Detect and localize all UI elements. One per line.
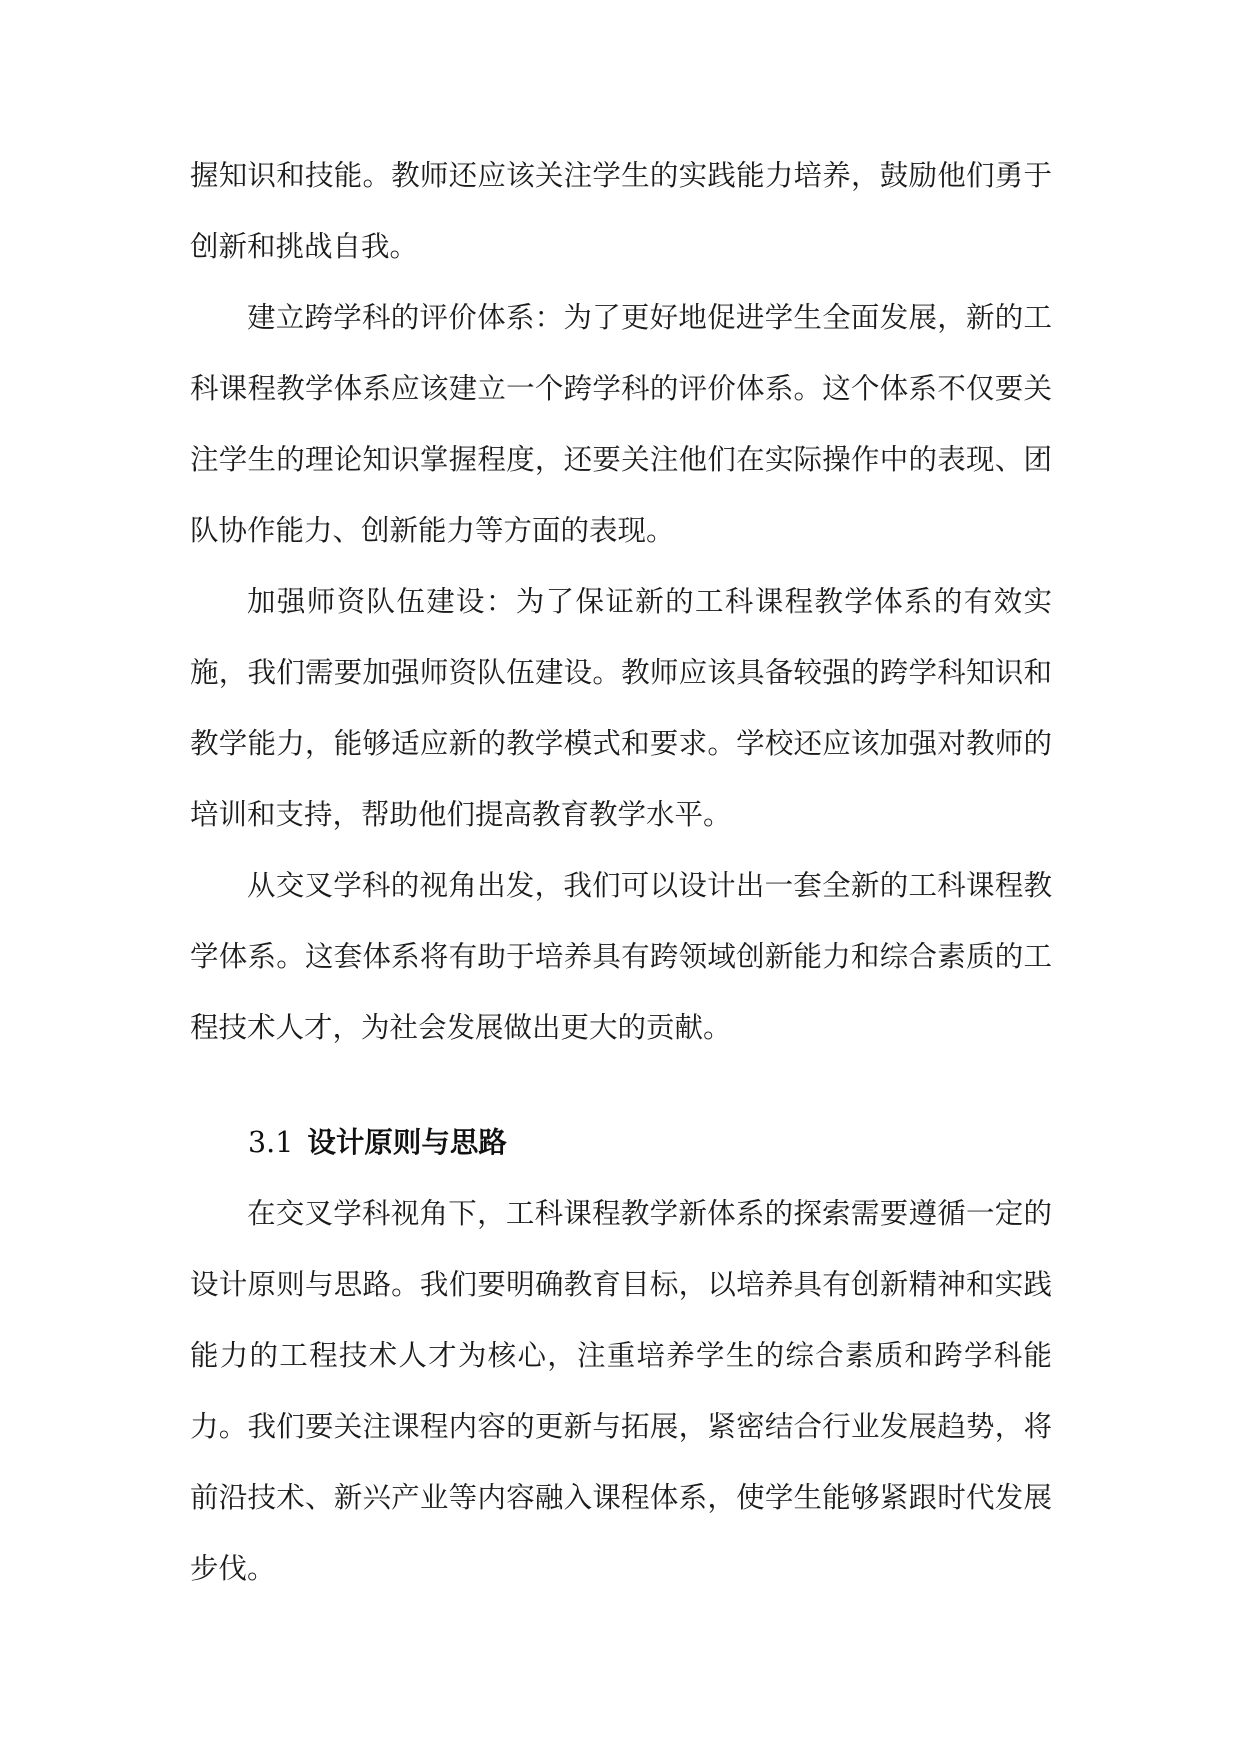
paragraph-faculty-building: 加强师资队伍建设：为了保证新的工科课程教学体系的有效实施，我们需要加强师资队伍建设。教师应该具备较强的跨学科知识和教学能力，能够适应新的教学模式和要求。学校还应该加强对教师的培训和支持，帮助他们提高教育教学水平。	[190, 585, 1052, 831]
paragraph-summary: 从交叉学科的视角出发，我们可以设计出一套全新的工科课程教学体系。这套体系将有助于培养具有跨领域创新能力和综合素质的工程技术人才，为社会发展做出更大的贡献。	[190, 869, 1052, 1044]
paragraph-design-principles: 在交叉学科视角下，工科课程教学新体系的探索需要遵循一定的设计原则与思路。我们要明确教育目标，以培养具有创新精神和实践能力的工程技术人才为核心，注重培养学生的综合素质和跨学科能力。我们要关注课程内容的更新与拓展，紧密结合行业发展趋势，将前沿技术、新兴产业等内容融入课程体系，使学生能够紧跟时代发展步伐。	[190, 1197, 1052, 1585]
section-title: 设计原则与思路	[307, 1125, 507, 1159]
section-heading	[190, 1107, 1052, 1178]
paragraph-evaluation-system: 建立跨学科的评价体系：为了更好地促进学生全面发展，新的工科课程教学体系应该建立一个跨学科的评价体系。这个体系不仅要关注学生的理论知识掌握程度，还要关注他们在实际操作中的表现、团队协作能力、创新能力等方面的表现。	[190, 301, 1052, 547]
paragraph-continuation: 握知识和技能。教师还应该关注学生的实践能力培养，鼓励他们勇于创新和挑战自我。	[190, 159, 1052, 263]
body-text	[190, 140, 1052, 1604]
section-number: 3.1	[248, 1126, 294, 1159]
